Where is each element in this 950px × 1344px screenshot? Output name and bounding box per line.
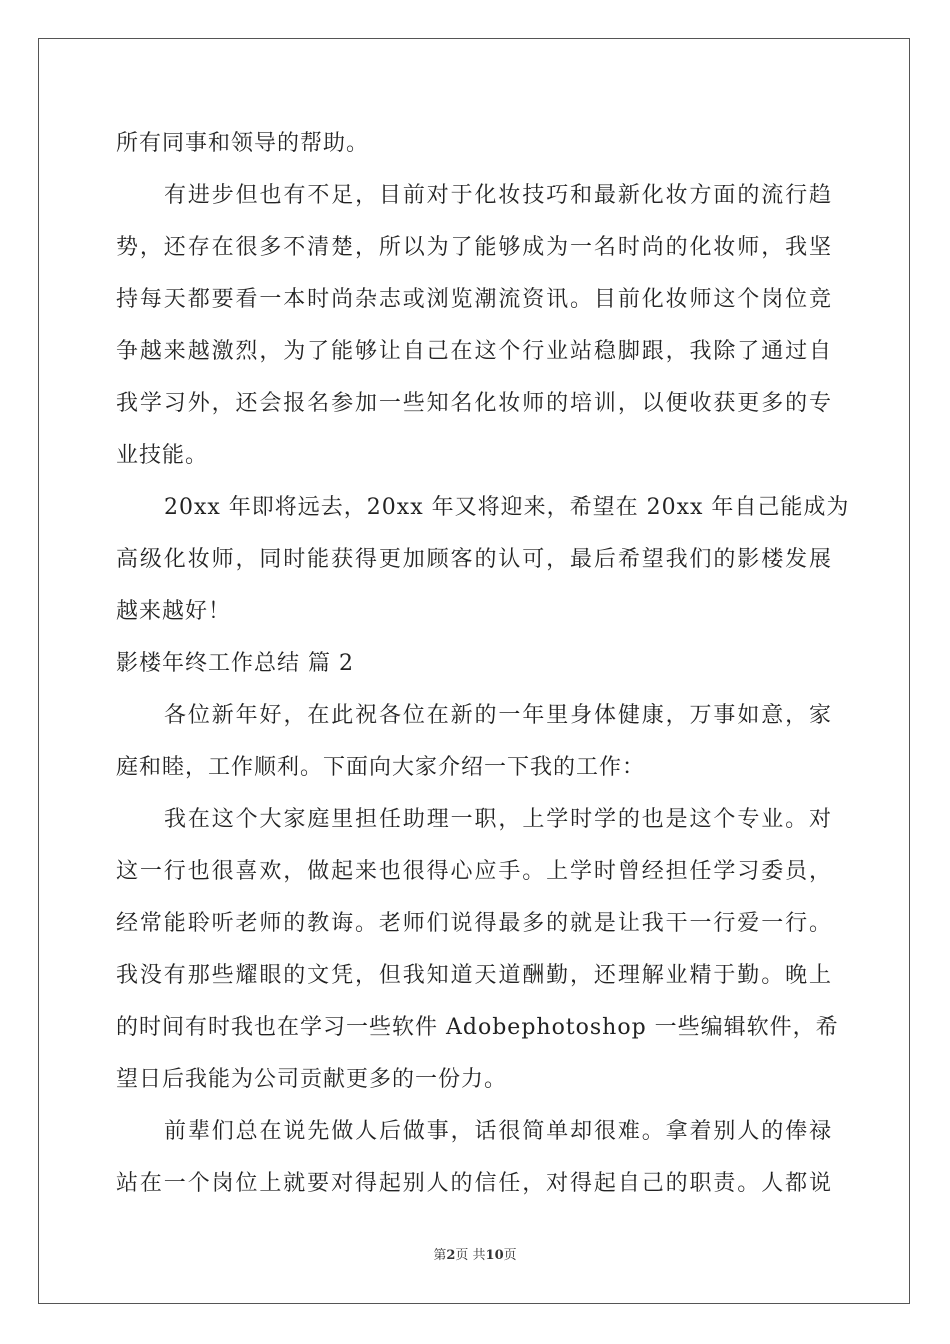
paragraph-line: 有进步但也有不足，目前对于化妆技巧和最新化妆方面的流行趋 [164, 183, 832, 208]
paragraph-line: 的时间有时我也在学习一些软件 Adobephotoshop 一些编辑软件，希 [116, 1015, 839, 1040]
paragraph-line: 持每天都要看一本时尚杂志或浏览潮流资讯。目前化妆师这个岗位竞 [116, 287, 832, 312]
paragraph-line: 各位新年好，在此祝各位在新的一年里身体健康，万事如意，家 [164, 703, 832, 728]
footer-total-pages: 10 [485, 1248, 504, 1263]
paragraph-line: 所有同事和领导的帮助。 [116, 131, 370, 156]
paragraph-line: 争越来越激烈，为了能够让自己在这个行业站稳脚跟，我除了通过自 [116, 339, 832, 364]
paragraph-line: 望日后我能为公司贡献更多的一份力。 [116, 1067, 508, 1092]
paragraph-line: 我在这个大家庭里担任助理一职，上学时学的也是这个专业。对 [164, 807, 832, 832]
paragraph-line: 我学习外，还会报名参加一些知名化妆师的培训，以便收获更多的专 [116, 391, 832, 416]
paragraph-line: 我没有那些耀眼的文凭，但我知道天道酬勤，还理解业精于勤。晚上 [116, 963, 832, 988]
paragraph-line: 势，还存在很多不清楚，所以为了能够成为一名时尚的化妆师，我坚 [116, 235, 832, 260]
paragraph-line: 高级化妆师，同时能获得更加顾客的认可，最后希望我们的影楼发展 [116, 547, 832, 572]
footer-page-prefix: 第 [433, 1248, 447, 1263]
paragraph-line: 庭和睦，工作顺利。下面向大家介绍一下我的工作： [116, 755, 646, 780]
paragraph-line: 经常能聆听老师的教诲。老师们说得最多的就是让我干一行爱一行。 [116, 911, 832, 936]
footer-page-mid: 页 共 [455, 1248, 486, 1263]
document-body [116, 118, 850, 1210]
paragraph-line: 20xx 年即将远去，20xx 年又将迎来，希望在 20xx 年自己能成为 [164, 495, 850, 520]
section-heading: 影楼年终工作总结 篇 2 [116, 651, 354, 676]
footer-page-suffix: 页 [503, 1248, 517, 1263]
paragraph-line: 前辈们总在说先做人后做事，话很简单却很难。拿着别人的俸禄 [164, 1119, 832, 1144]
paragraph-line: 业技能。 [116, 443, 209, 468]
footer-page-number: 2 [446, 1248, 456, 1263]
paragraph-line: 站在一个岗位上就要对得起别人的信任，对得起自己的职责。人都说 [116, 1171, 832, 1196]
paragraph-line: 越来越好！ [116, 599, 232, 624]
page-footer [0, 1244, 950, 1263]
paragraph-line: 这一行也很喜欢，做起来也很得心应手。上学时曾经担任学习委员， [116, 859, 832, 884]
